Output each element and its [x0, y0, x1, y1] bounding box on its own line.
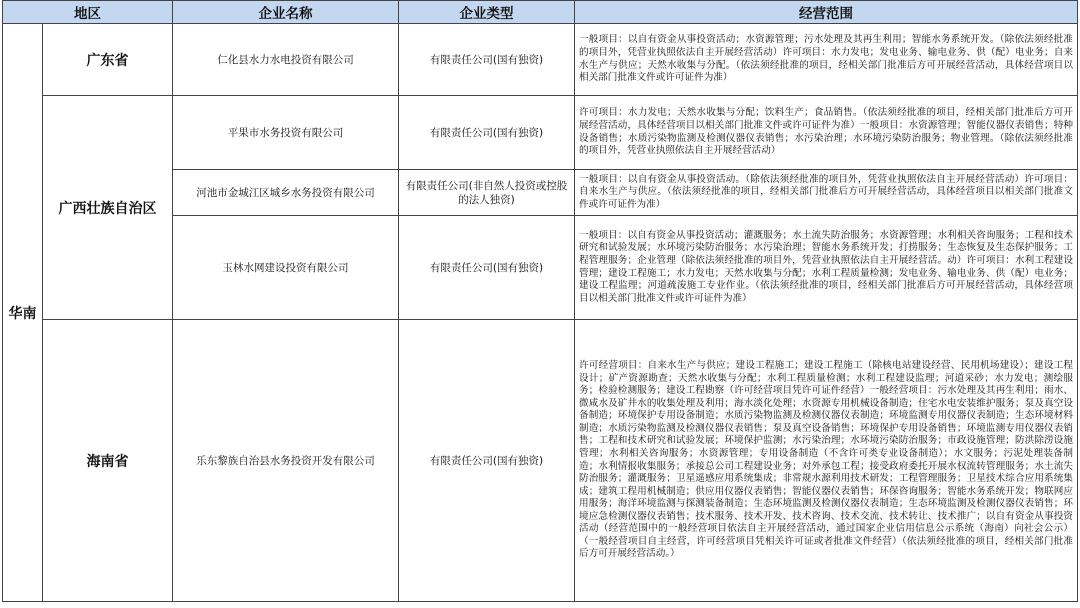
- company-name: 河池市金城江区城乡水务投资有限公司: [173, 170, 399, 216]
- company-type: 有限责任公司(国有独资): [399, 96, 575, 170]
- table-row: [3, 320, 1078, 602]
- province-guangxi: 广西壮族自治区: [43, 96, 173, 320]
- business-scope: 一般项目：以自有资金从事投资活动；水资源管理；污水处理及其再生利用；智能水务系统开发。（除依法须经批准的项目外，凭营业执照依法自主开展经营活动）许可项目：水力发电；发电业务、输电业务、供（配）电业务；自来水生产与供应；天然水收集与分配。（依法须经批准的项目，经相关部门批准后方可开展经营活动，具体经营项目以相关部门批准文件或许可证件为准）: [575, 24, 1078, 96]
- enterprise-table: [2, 0, 1078, 602]
- business-scope: 一般项目：以自有资金从事投资活动；灌溉服务；水土流失防治服务；水资源管理；水利相关咨询服务；工程和技术研究和试验发展；水环境污染防治服务；水污染治理；智能水务系统开发；打捞服务；生态恢复及生态保护服务；工程管理服务；企业管理（除依法须经批准的项目外，凭营业执照依法自主开展经营活。动）许可项目：水利工程建设管理；建设工程施工；水力发电；天然水收集与分配；水利工程质量检测；发电业务、输电业务、供（配）电业务；建设工程监理；河道疏浚施工专业作业。（依法须经批准的项目，经相关部门批准后方可开展经营活动，具体经营项目以相关部门批准文件或许可证件为准）: [575, 216, 1078, 320]
- company-type: 有限责任公司(国有独资): [399, 24, 575, 96]
- business-scope: 许可经营项目：自来水生产与供应；建设工程施工；建设工程施工（除核电站建设经营、民用机场建设）；建设工程设计；矿产资源勘查；天然水收集与分配；水利工程质量检测；水利工程建设监理；河道采砂；水力发电；测绘服务；检验检测服务；建设工程勘察（许可经营项目凭许可证件经营）一般经营项目：污水处理及其再生利用；雨水、微咸水及矿井水的收集处理及利用；海水淡化处理；水资源专用机械设备制造；住宅水电安装维护服务；泵及真空设备制造；环境保护专用设备制造；水质污染物监测及检测仪器仪表制造；环境监测专用仪器仪表制造；生态环境材料制造；水质污染物监测及检测仪器仪表销售；泵及真空设备销售；环境保护专用设备销售；环境监测专用仪器仪表销售；工程和技术研究和试验发展；环境保护监测；水污染治理；水环境污染防治服务；市政设施管理；防洪除涝设施管理；水利相关咨询服务；水资源管理；专用设备制造（不含许可类专业设备制造）；水文服务；污泥处理装备制造；水利情报收集服务；承接总公司工程建设业务；对外承包工程；接受政府委托开展水权流转管理服务；水土流失防治服务；灌溉服务；卫星遥感应用系统集成；非常规水源利用技术研发；工程管理服务；卫星技术综合应用系统集成；建筑工程用机械制造；供应用仪器仪表销售；智能仪器仪表销售；环保咨询服务；智能水务系统开发；物联网应用服务；海洋环境监测与探测装备制造；生态环境监测及检测仪器仪表制造；生态环境监测及检测仪器仪表销售；环境应急检测仪器仪表销售；技术服务、技术开发、技术咨询、技术交流、技术转让、技术推广；以自有资金从事投资活动（经营范围中的一般经营项目依法自主开展经营活动，通过国家企业信用信息公示系统（海南）向社会公示）（一般经营项目自主经营，许可经营项目凭相关许可证或者批准文件经营）（依法须经批准的项目，经相关部门批准后方可开展经营活动。）: [575, 320, 1078, 602]
- header-row: [3, 1, 1078, 24]
- company-name: 平果市水务投资有限公司: [173, 96, 399, 170]
- company-type: 有限责任公司(非自然人投资或控股的法人独资): [399, 170, 575, 216]
- company-type: 有限责任公司(国有独资): [399, 320, 575, 602]
- company-name: 玉林水网建设投资有限公司: [173, 216, 399, 320]
- business-scope: 一般项目：以自有资金从事投资活动。（除依法须经批准的项目外，凭营业执照依法自主开展经营活动）许可项目：自来水生产与供应。（依法须经批准的项目，经相关部门批准后方可开展经营活动，具体经营项目以相关部门批准文件或许可证件为准）: [575, 170, 1078, 216]
- header-region: 地区: [3, 1, 173, 24]
- header-scope: 经营范围: [575, 1, 1078, 24]
- table-row: [3, 96, 1078, 170]
- table-row: [3, 24, 1078, 96]
- company-name: 乐东黎族自治县水务投资开发有限公司: [173, 320, 399, 602]
- province-hainan: 海南省: [43, 320, 173, 602]
- header-type: 企业类型: [399, 1, 575, 24]
- header-company: 企业名称: [173, 1, 399, 24]
- business-scope: 许可项目：水力发电；天然水收集与分配；饮料生产；食品销售。（依法须经批准的项目，经相关部门批准后方可开展经营活动，具体经营项目以相关部门批准文件或许可证件为准）一般项目：水资源管理；智能仪器仪表销售；特种设备销售；水质污染物监测及检测仪器仪表销售；水污染治理；水环境污染防治服务；物业管理。（除依法须经批准的项目外，凭营业执照依法自主开展经营活动）: [575, 96, 1078, 170]
- region-cell: 华南: [3, 24, 43, 602]
- province-guangdong: 广东省: [43, 24, 173, 96]
- company-name: 仁化县水力水电投资有限公司: [173, 24, 399, 96]
- company-type: 有限责任公司(国有独资): [399, 216, 575, 320]
